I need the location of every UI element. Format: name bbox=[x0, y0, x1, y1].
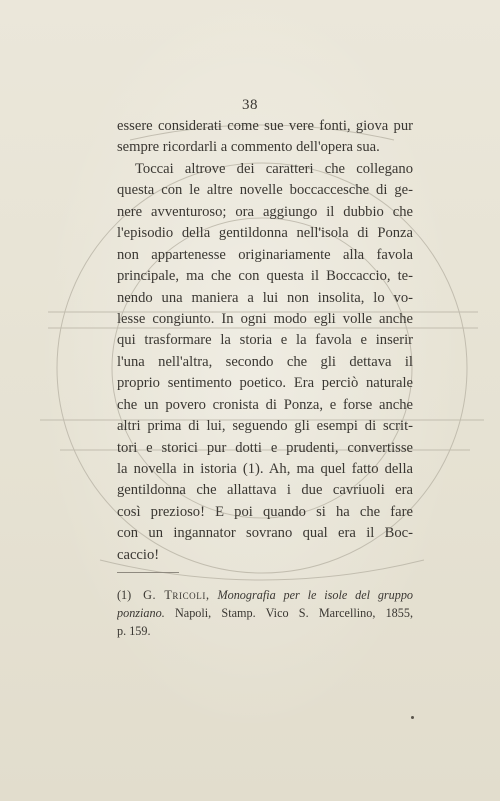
text-line: così prezioso! E poi quando si ha che fare bbox=[117, 503, 413, 520]
footnote-line bbox=[117, 604, 413, 622]
text-line: nere avventuroso; ora aggiungo il dubbio che bbox=[117, 203, 413, 220]
text-line: qui trasformare la storia e la favola e inserir bbox=[117, 332, 413, 349]
footnote-separator bbox=[117, 572, 179, 573]
page-number: 38 bbox=[242, 97, 258, 113]
text-line: con un ingannator sovrano qual era il Boc- bbox=[117, 525, 413, 542]
footnote-page-ref: p. 159. bbox=[117, 624, 151, 639]
text-line: altri prima di lui, seguendo gli esempi di scrit- bbox=[117, 418, 413, 435]
text-line: tori e storici pur dotti e prudenti, convertisse bbox=[117, 439, 413, 456]
text-line: caccio! bbox=[117, 546, 160, 563]
footnote-author: G. Tricoli, bbox=[143, 588, 210, 602]
text-line: principale, ma che con questa il Boccaccio, te- bbox=[117, 268, 413, 285]
text-line: sempre ricordarli a commento dell'opera sua. bbox=[117, 139, 380, 156]
text-line: che un povero cronista di Ponza, e forse anche bbox=[117, 396, 413, 413]
text-line: lesse congiunto. In ogni modo egli volle anche bbox=[117, 310, 413, 327]
footnote-title-continued: ponziano. bbox=[117, 606, 165, 621]
footnote-publication: Napoli, Stamp. Vico S. Marcellino, 1855, bbox=[174, 606, 413, 621]
footnote-title: Monografia per le isole del gruppo bbox=[217, 588, 413, 602]
text-line: nendo una maniera a lui non insolita, lo vo- bbox=[117, 289, 413, 306]
text-line: l'una nell'altra, secondo che gli dettava il bbox=[117, 353, 413, 370]
main-text bbox=[117, 116, 413, 566]
text-line: gentildonna che allattava i due cavriuoli era bbox=[117, 482, 413, 499]
text-line: Toccai altrove dei caratteri che collegano bbox=[135, 160, 413, 177]
footnote-marker: (1) bbox=[117, 588, 132, 602]
text-line: proprio sentimento poetico. Era perciò naturale bbox=[117, 375, 413, 392]
text-line: l'episodio della gentildonna nell'isola di Ponza bbox=[117, 225, 413, 242]
text-line: questa con le altre novelle boccaccesche di ge- bbox=[117, 182, 413, 199]
text-line: non appartenesse originariamente alla favola bbox=[117, 246, 413, 263]
text-line: la novella in istoria (1). Ah, ma quel fatto della bbox=[117, 461, 413, 477]
footnote-line bbox=[117, 586, 413, 604]
footnote bbox=[117, 586, 413, 641]
footnote-line bbox=[117, 622, 413, 640]
ink-speck bbox=[411, 716, 414, 719]
text-line: essere considerati come sue vere fonti, giova pur bbox=[117, 118, 413, 134]
